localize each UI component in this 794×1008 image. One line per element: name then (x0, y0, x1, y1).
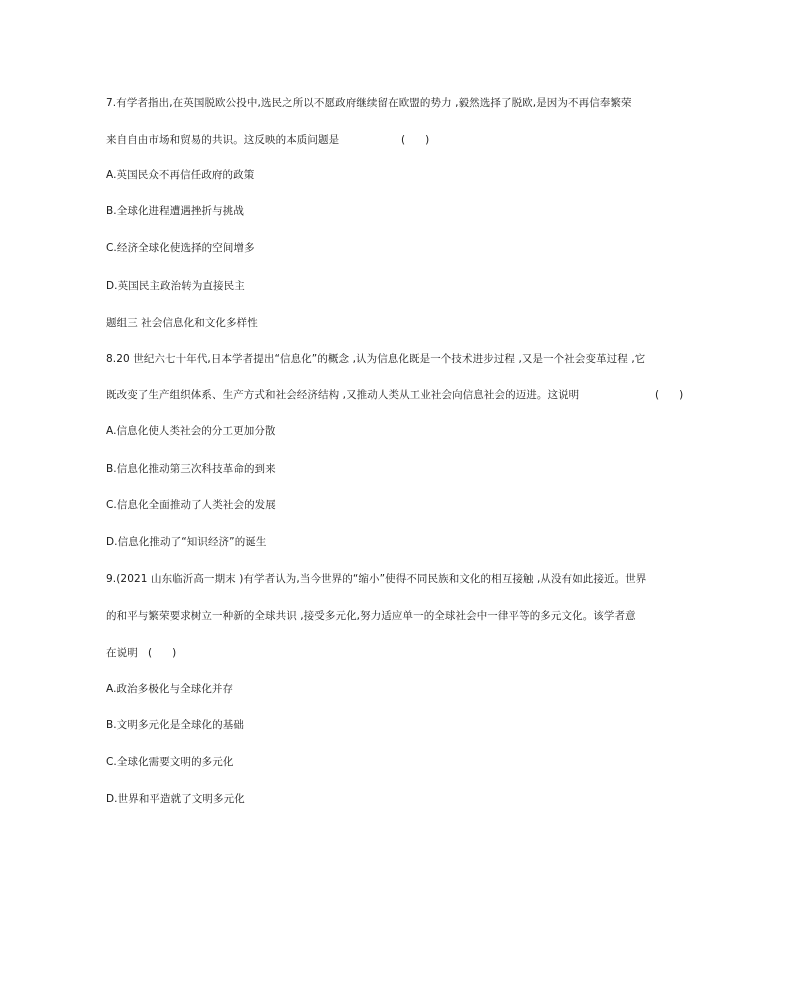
q8-stem-line2: 既改变了生产组织体系、生产方式和社会经济结构 ,又推动人类从工业社会向信息社会的迈进。这说明 (106, 389, 580, 401)
q7-option-b: B.全球化进程遭遇挫折与挑战 (106, 205, 244, 217)
section-title: 题组三 社会信息化和文化多样性 (106, 317, 258, 329)
q8-answer-bracket: ( ) (655, 389, 684, 401)
q8-option-c: C.信息化全面推动了人类社会的发展 (106, 499, 276, 511)
q9-answer-bracket: ( ) (148, 647, 177, 659)
q9-option-d: D.世界和平造就了文明多元化 (106, 793, 245, 805)
q8-option-b: B.信息化推动第三次科技革命的到来 (106, 463, 276, 475)
q9-option-a: A.政治多极化与全球化并存 (106, 683, 234, 695)
q9-option-b: B.文明多元化是全球化的基础 (106, 719, 244, 731)
q7-answer-bracket: ( ) (401, 134, 430, 146)
q8-option-a: A.信息化使人类社会的分工更加分散 (106, 425, 276, 437)
q8-stem-line1: 8.20 世纪六七十年代,日本学者提出“信息化”的概念 ,认为信息化既是一个技术进步过程 ,又是一个社会变革过程 ,它 (106, 353, 646, 365)
q7-option-c: C.经济全球化使选择的空间增多 (106, 242, 255, 254)
q9-option-c: C.全球化需要文明的多元化 (106, 756, 234, 768)
q7-stem-line2: 来自自由市场和贸易的共识。这反映的本质问题是 (106, 134, 340, 146)
q8-option-d: D.信息化推动了“知识经济”的诞生 (106, 536, 267, 548)
q7-stem-line1: 7.有学者指出,在英国脱欧公投中,选民之所以不愿政府继续留在欧盟的势力 ,毅然选择了脱欧,是因为不再信奉繁荣 (106, 97, 632, 109)
q9-stem-line1: 9.(2021 山东临沂高一期末 )有学者认为,当今世界的“缩小”使得不同民族和文化的相互接触 ,从没有如此接近。世界 (106, 573, 647, 585)
q9-stem-line3: 在说明 (106, 647, 138, 659)
q9-stem-line2: 的和平与繁荣要求树立一种新的全球共识 ,接受多元化,努力适应单一的全球社会中一律平等的多元文化。该学者意 (106, 610, 636, 622)
q7-option-d: D.英国民主政治转为直接民主 (106, 280, 245, 292)
q7-option-a: A.英国民众不再信任政府的政策 (106, 169, 255, 181)
